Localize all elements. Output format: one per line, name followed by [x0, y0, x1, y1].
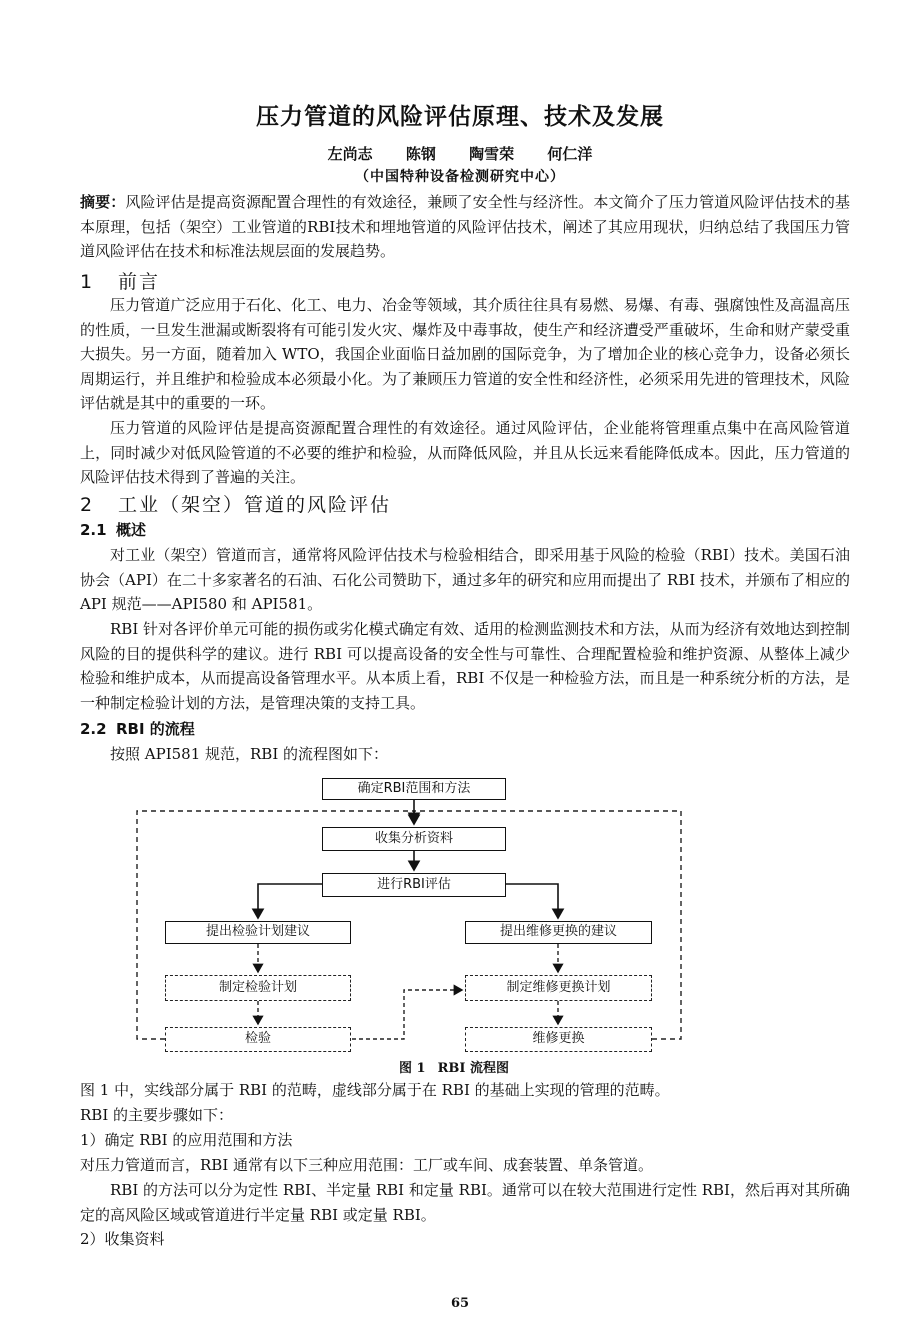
arrow-assess-to-repair-advice — [506, 884, 558, 918]
paragraph: 按照 API581 规范，RBI 的流程图如下： — [110, 745, 389, 763]
paragraph: RBI 的方法可以分为定性 RBI、半定量 RBI 和定量 RBI。通常可以在较大范围进行定性 RBI，然后再对其所确定的高风险区域或管道进行半定量 RBI 或定量 RBI。 — [80, 1181, 850, 1224]
section-title: 工业（架空）管道的风险评估 — [118, 494, 392, 516]
paper-title: 压力管道的风险评估原理、技术及发展 — [256, 104, 664, 130]
figure-number: 图 1 — [399, 1061, 426, 1076]
paragraph: 对压力管道而言，RBI 通常有以下三种应用范围：工厂或车间、成套装置、单条管道。 — [80, 1156, 654, 1174]
subsection-number: 2.1 — [80, 521, 107, 539]
author-name: 左尚志 — [327, 145, 373, 163]
abstract-label: 摘要： — [80, 193, 126, 211]
flow-box-inspection: 检验 — [165, 1027, 351, 1052]
flow-box-inspection-advice: 提出检验计划建议 — [165, 921, 351, 944]
author-list — [0, 143, 920, 164]
section-number: 1 — [80, 271, 95, 293]
paragraph: RBI 针对各评价单元可能的损伤或劣化模式确定有效、适用的检测监测技术和方法，从而为经济有效地达到控制风险的目的提供科学的建议。进行 RBI 可以提高设备的安全性与可靠性、合理配置检验和维护资源、从整体上减少检验和维护成本，从而提高设备管理水平。从本质上看，RBI 不仅是一种检验方法，而且是一种系统分析的方法，是一种制定检验计划的方法，是管理决策的支持工具。 — [80, 620, 850, 712]
subsection-heading — [80, 519, 146, 540]
arrow-inspection-to-repair-plan — [352, 990, 462, 1039]
section-number: 2 — [80, 494, 95, 516]
paragraph: 压力管道广泛应用于石化、化工、电力、冶金等领域，其介质往往具有易燃、易爆、有毒、强腐蚀性及高温高压的性质，一旦发生泄漏或断裂将有可能引发火灾、爆炸及中毒事故，使生产和经济遭受严重破坏，生命和财产蒙受重大损失。另一方面，随着加入 WTO，我国企业面临日益加剧的国际竞争，为了增加企业的核心竞争力，设备必须长周期运行，并且维护和检验成本必须最小化。为了兼顾压力管道的安全性和经济性，必须采用先进的管理技术，风险评估就是其中的重要的一环。 — [80, 296, 850, 412]
paragraph: 压力管道的风险评估是提高资源配置合理性的有效途径。通过风险评估，企业能将管理重点集中在高风险管道上，同时减少对低风险管道的不必要的维护和检验，从而降低风险，并且从长远来看能降低成本。因此，压力管道的风险评估技术得到了普遍的关注。 — [80, 419, 850, 486]
paragraph: RBI 的主要步骤如下： — [80, 1106, 234, 1124]
subsection-title: 概述 — [116, 521, 147, 539]
figure-title: RBI 流程图 — [437, 1061, 509, 1076]
subsection-number: 2.2 — [80, 720, 107, 738]
flow-box-rbi-assessment: 进行RBI评估 — [322, 873, 506, 897]
flow-box-repair: 维修更换 — [465, 1027, 652, 1052]
flow-box-repair-advice: 提出维修更换的建议 — [465, 921, 652, 944]
author-name: 何仁洋 — [547, 145, 593, 163]
paragraph: 对工业（架空）管道而言，通常将风险评估技术与检验相结合，即采用基于风险的检验（RBI）技术。美国石油协会（API）在二十多家著名的石油、石化公司赞助下，通过多年的研究和应用而提出了 RBI 技术，并颁布了相应的 API 规范——API580 和 API581。 — [80, 546, 850, 613]
abstract-text: 风险评估是提高资源配置合理性的有效途径，兼顾了安全性与经济性。本文简介了压力管道风险评估技术的基本原理，包括（架空）工业管道的RBI技术和埋地管道的风险评估技术，阐述了其应用现状，归纳总结了我国压力管道风险评估在技术和标准法规层面的发展趋势。 — [80, 193, 850, 260]
flow-box-repair-plan: 制定维修更换计划 — [465, 975, 652, 1001]
author-name: 陶雪荣 — [469, 145, 515, 163]
figure-caption — [0, 1057, 920, 1076]
affiliation: （中国特种设备检测研究中心） — [355, 169, 565, 185]
page-number: 65 — [450, 1296, 470, 1311]
flow-box-scope: 确定RBI范围和方法 — [322, 778, 506, 800]
subsection-title: RBI 的流程 — [116, 720, 195, 738]
arrow-assess-to-inspection-advice — [258, 884, 322, 918]
section-heading-2 — [80, 490, 391, 517]
section-heading-1 — [80, 267, 160, 294]
paragraph: 1）确定 RBI 的应用范围和方法 — [80, 1131, 293, 1149]
section-title: 前言 — [118, 271, 161, 293]
paragraph: 图 1 中，实线部分属于 RBI 的范畴，虚线部分属于在 RBI 的基础上实现的管理的范畴。 — [80, 1081, 670, 1099]
subsection-heading — [80, 718, 195, 739]
flow-box-inspection-plan: 制定检验计划 — [165, 975, 351, 1001]
flow-box-collect-data: 收集分析资料 — [322, 827, 506, 851]
abstract — [80, 190, 850, 264]
paragraph: 2）收集资料 — [80, 1230, 165, 1248]
author-name: 陈钢 — [405, 145, 436, 163]
